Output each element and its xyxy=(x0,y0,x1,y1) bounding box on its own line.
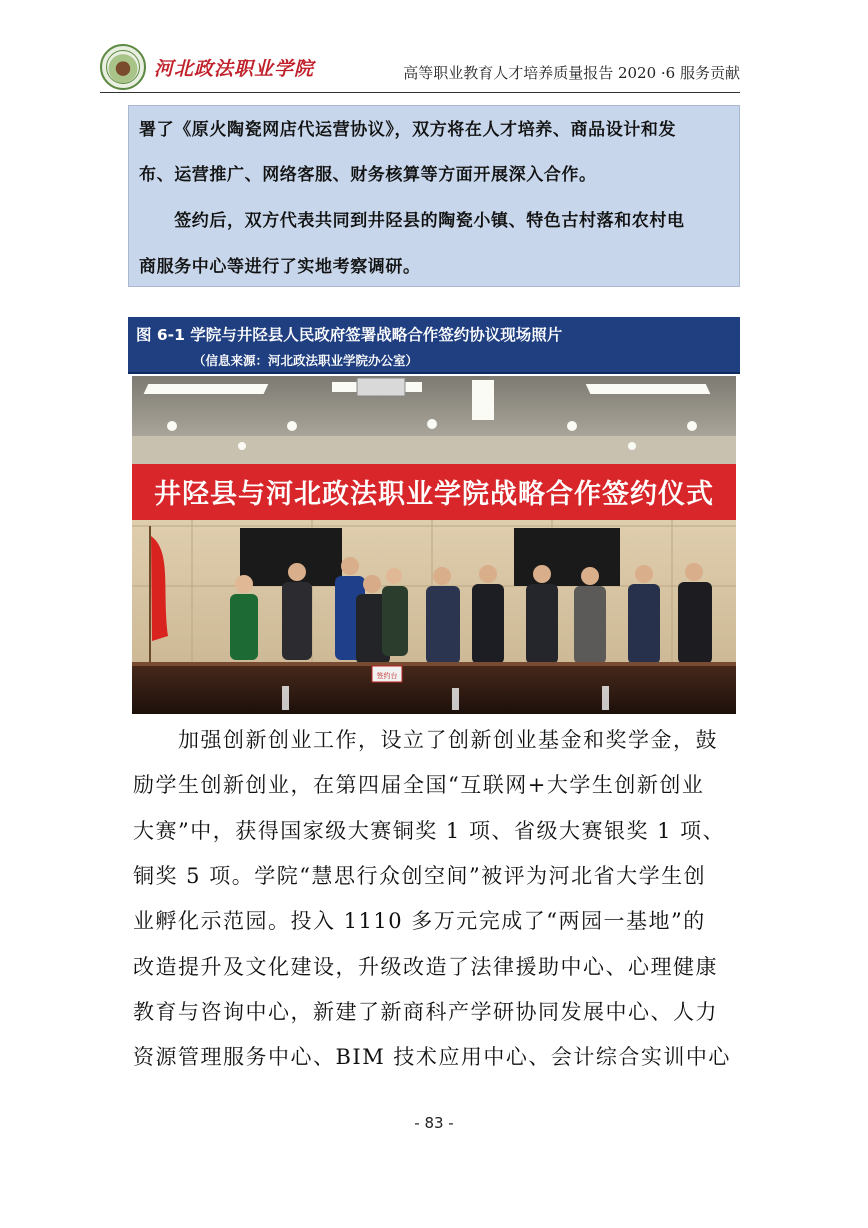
body-line: 业孵化示范园。投入 1110 多万元完成了“两园一基地”的 xyxy=(133,909,706,933)
banner-text: 井陉县与河北政法职业学院战略合作签约仪式 xyxy=(154,479,714,510)
page-number: - 83 - xyxy=(414,1114,454,1132)
body-line: 励学生创新创业，在第四届全国“互联网+大学生创新创业 xyxy=(133,773,705,797)
figure-source: （信息来源：河北政法职业学院办公室） xyxy=(193,353,419,368)
photo-illustration xyxy=(132,376,736,714)
body-line: 改造提升及文化建设，升级改造了法律援助中心、心理健康 xyxy=(133,955,718,979)
report-title: 高等职业教育人才培养质量报告 2020 ·6 服务贡献 xyxy=(403,64,740,82)
highlight-line: 署了《原火陶瓷网店代运营协议》，双方将在人才培养、商品设计和发 xyxy=(139,120,677,140)
signing-ceremony-photo xyxy=(132,376,736,714)
body-line: 加强创新创业工作，设立了创新创业基金和奖学金，鼓 xyxy=(133,728,718,752)
figure-caption: 图 6-1 学院与井陉县人民政府签署战略合作签约协议现场照片 xyxy=(136,326,563,344)
page-header xyxy=(100,40,740,92)
header-divider xyxy=(100,92,740,93)
figure-caption-bar xyxy=(128,317,740,374)
school-logo xyxy=(100,44,146,90)
school-name: 河北政法职业学院 xyxy=(154,58,315,80)
body-line: 大赛”中，获得国家级大赛铜奖 1 项、省级大赛银奖 1 项、 xyxy=(133,819,726,843)
body-line: 教育与咨询中心，新建了新商科产学研协同发展中心、人力 xyxy=(133,1000,718,1024)
body-line: 资源管理服务中心、BIM 技术应用中心、会计综合实训中心 xyxy=(133,1045,731,1069)
highlight-box xyxy=(128,105,740,287)
highlight-line: 布、运营推广、网络客服、财务核算等方面开展深入合作。 xyxy=(139,165,597,185)
highlight-line: 签约后，双方代表共同到井陉县的陶瓷小镇、特色古村落和农村电 xyxy=(139,211,685,231)
highlight-line: 商服务中心等进行了实地考察调研。 xyxy=(139,257,421,277)
body-line: 铜奖 5 项。学院“慧思行众创空间”被评为河北省大学生创 xyxy=(133,864,707,888)
table-card-text: 签约台 xyxy=(376,672,398,680)
